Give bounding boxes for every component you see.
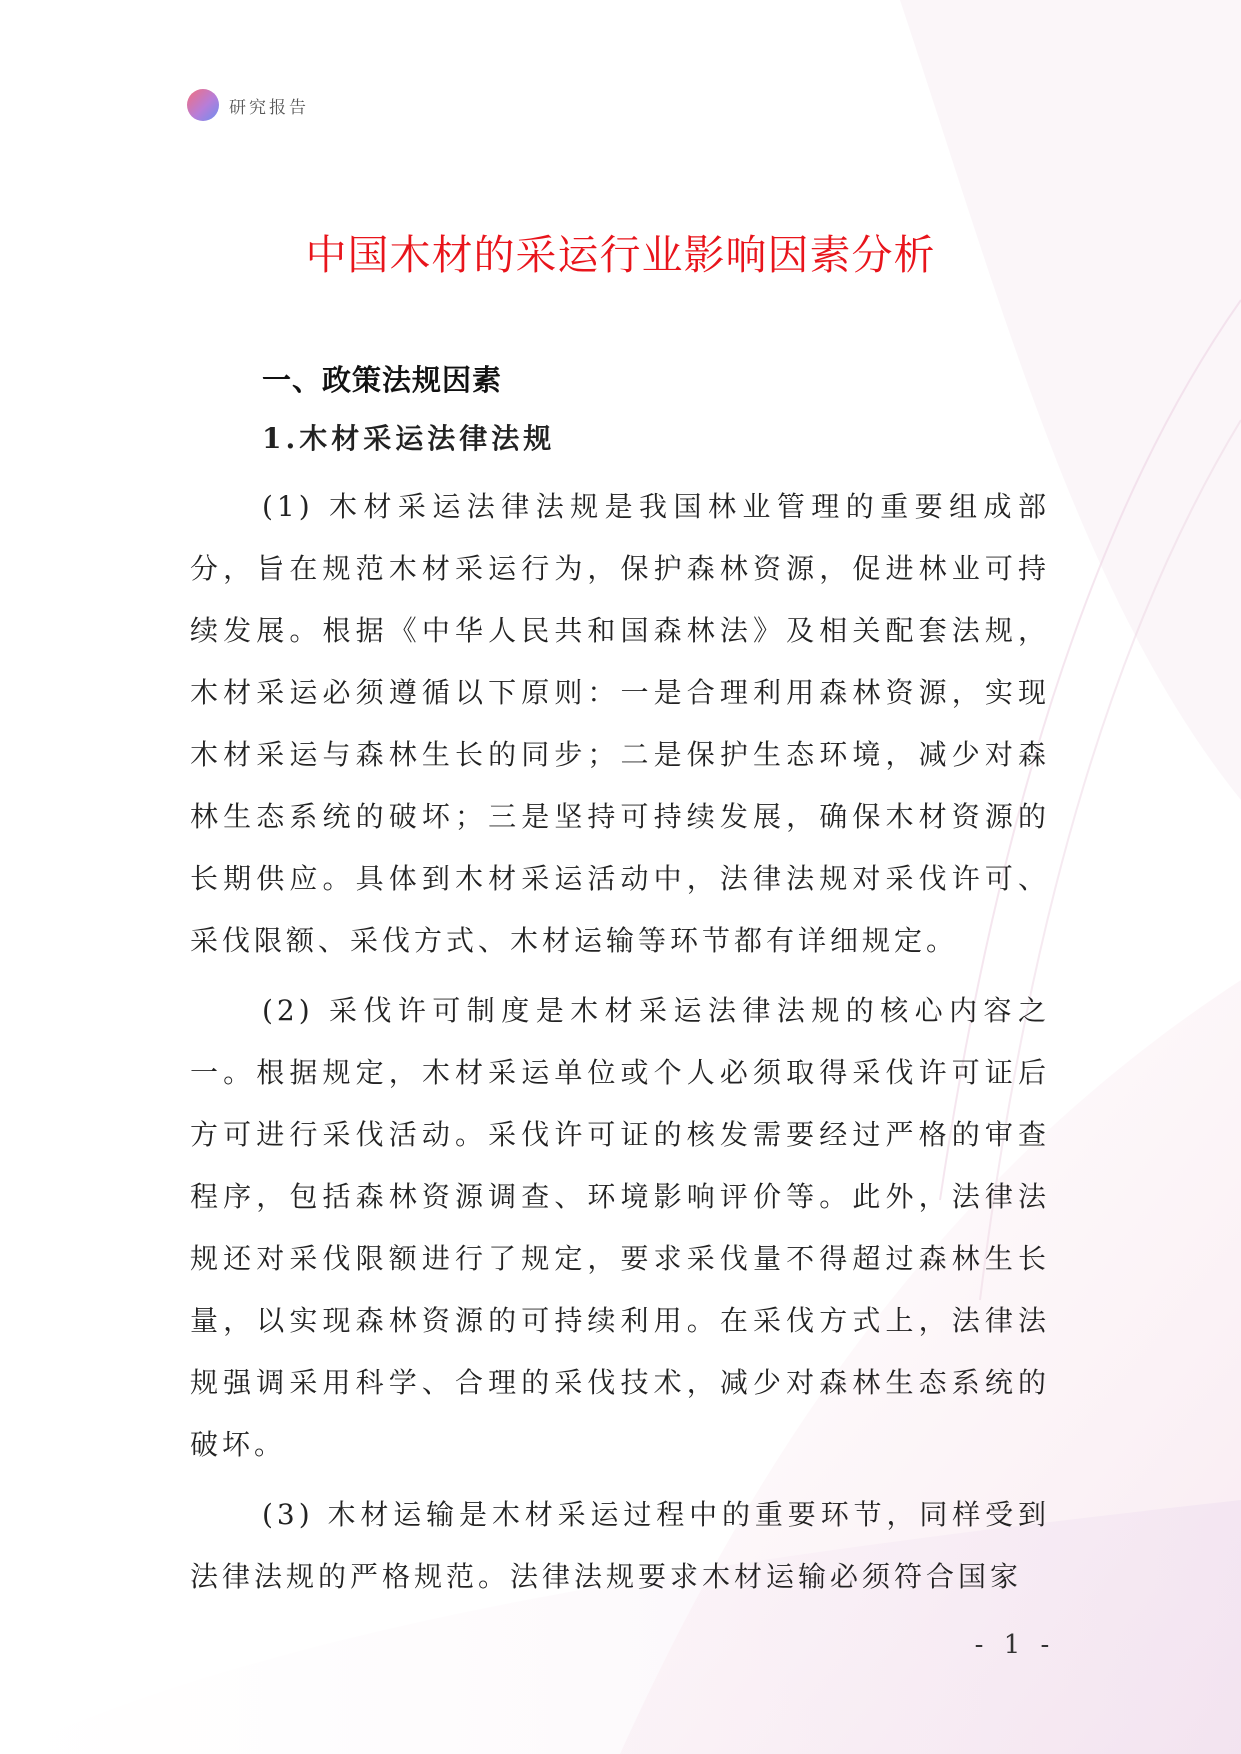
paragraph-2: (2) 采伐许可制度是木材采运法律法规的核心内容之一。根据规定，木材采运单位或个人必须取得采伐许可证后方可进行采伐活动。采伐许可证的核发需要经过严格的审查程序，包括森林资源调查、环境影响评价等。此外，法律法规还对采伐限额进行了规定，要求采伐量不得超过森林生长量，以实现森林资源的可持续利用。在采伐方式上，法律法规强调采用科学、合理的采伐技术，减少对森林生态系统的破坏。 bbox=[190, 994, 1050, 1461]
header-label: 研究报告 bbox=[229, 97, 309, 118]
document-header bbox=[187, 88, 309, 122]
document-body bbox=[190, 358, 1050, 1608]
document-title: 中国木材的采运行业影响因素分析 bbox=[305, 231, 936, 279]
paragraph-1: (1) 木材采运法律法规是我国林业管理的重要组成部分，旨在规范木材采运行为，保护森林资源，促进林业可持续发展。根据《中华人民共和国森林法》及相关配套法规，木材采运必须遵循以下原则：一是合理利用森林资源，实现木材采运与森林生长的同步；二是保护生态环境，减少对森林生态系统的破坏；三是坚持可持续发展，确保木材资源的长期供应。具体到木材采运活动中，法律法规对采伐许可、采伐限额、采伐方式、木材运输等环节都有详细规定。 bbox=[190, 490, 1050, 957]
paragraph-3: (3) 木材运输是木材采运过程中的重要环节，同样受到法律法规的严格规范。法律法规要求木材运输必须符合国家 bbox=[190, 1498, 1050, 1593]
section-heading: 一、政策法规因素 bbox=[262, 363, 503, 397]
page-number: - 1 - bbox=[974, 1630, 1056, 1660]
subsection-heading: 1.木材采运法律法规 bbox=[262, 422, 556, 455]
logo-icon bbox=[187, 89, 219, 121]
